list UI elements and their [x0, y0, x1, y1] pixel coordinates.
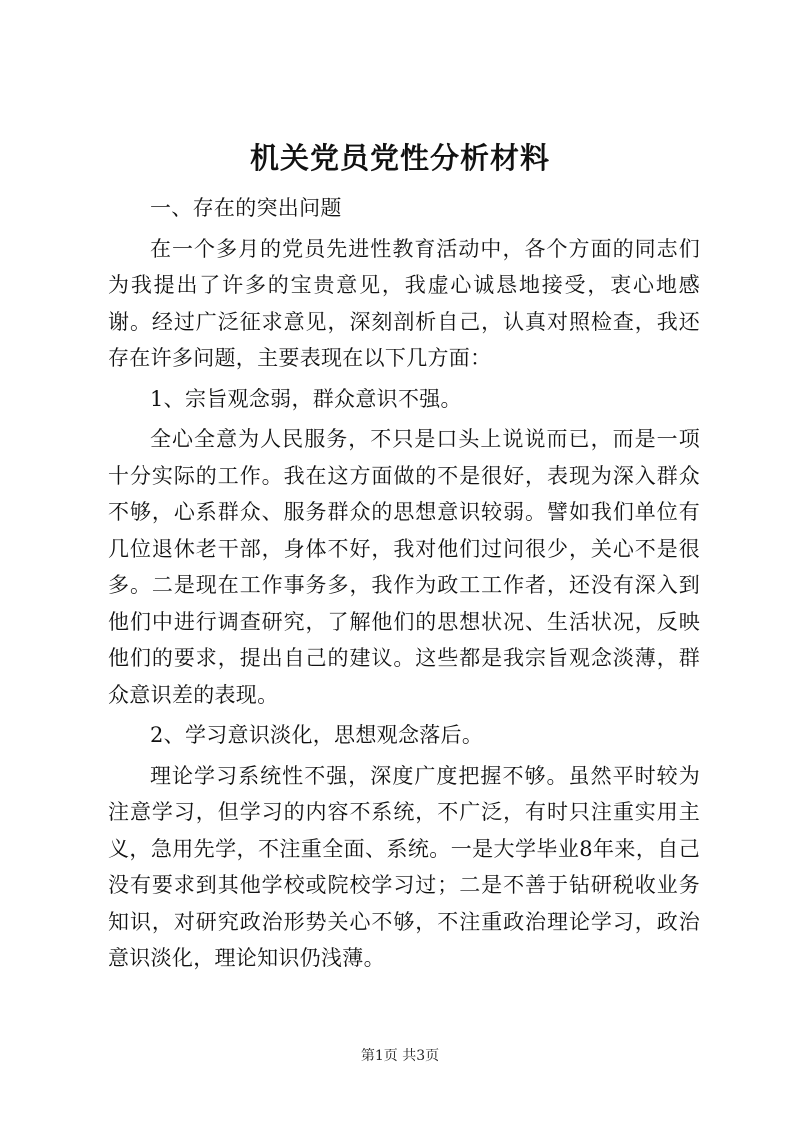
document-title: 机关党员党性分析材料: [249, 141, 550, 175]
page-number-footer: 第1页 共3页: [360, 1048, 440, 1064]
body-paragraph: 理论学习系统性不强，深度广度把握不够。虽然平时较为注意学习，但学习的内容不系统，不广泛，有时只注重实用主义，急用先学，不注重全面、系统。一是大学毕业8年来，自己没有要求到其他学校或院校学习过；二是不善于钻研税收业务知识，对研究政治形势关心不够，不注重政治理论学习，政治意识淡化，理论知识仍浅薄。: [108, 763, 700, 970]
subsection-heading: 1、宗旨观念弱，群众意识不强。: [150, 386, 462, 411]
body-paragraph: 全心全意为人民服务，不只是口头上说说而已，而是一项十分实际的工作。我在这方面做的不是很好，表现为深入群众不够，心系群众、服务群众的思想意识较弱。譬如我们单位有几位退休老干部，身体不好，我对他们过问很少，关心不是很多。二是现在工作事务多，我作为政工工作者，还没有深入到他们中进行调查研究，了解他们的思想状况、生活状况，反映他们的要求，提出自己的建议。这些都是我宗旨观念淡薄，群众意识差的表现。: [108, 427, 700, 707]
body-paragraph: 在一个多月的党员先进性教育活动中，各个方面的同志们为我提出了许多的宝贵意见，我虚心诚恳地接受，衷心地感谢。经过广泛征求意见，深刻剖析自己，认真对照检查，我还存在许多问题，主要表现在以下几方面：: [108, 236, 700, 370]
document-body: [108, 190, 700, 981]
subsection-heading: 2、学习意识淡化，思想观念落后。: [150, 723, 484, 747]
section-heading: 一、存在的突出问题: [150, 196, 342, 220]
